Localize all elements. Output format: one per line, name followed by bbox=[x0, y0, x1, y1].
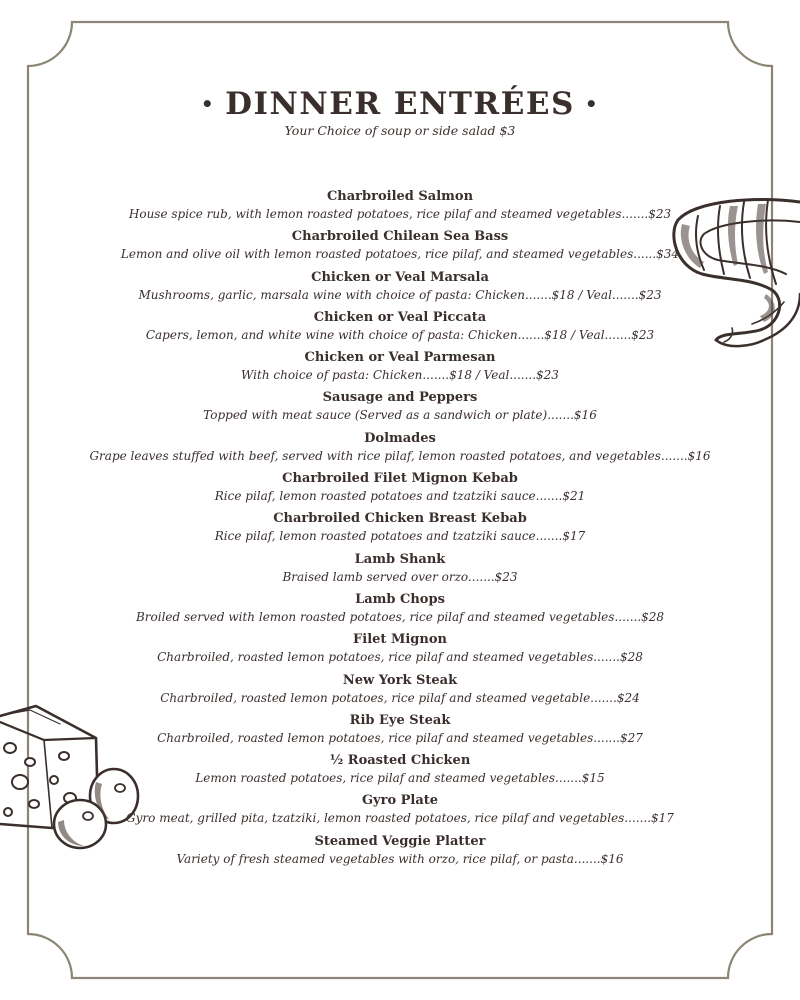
menu-item bbox=[0, 228, 800, 268]
menu-item-description: Lemon and olive oil with lemon roasted potatoes, rice pilaf, and steamed vegetables......$34 bbox=[120, 247, 680, 262]
menu-item-description: House spice rub, with lemon roasted potatoes, rice pilaf and steamed vegetables.......$23 bbox=[128, 207, 672, 221]
menu-item-name: Rib Eye Steak bbox=[349, 712, 451, 728]
menu-item-description: Variety of fresh steamed vegetables with orzo, rice pilaf, or pasta.......$16 bbox=[176, 851, 624, 866]
menu-item-description: Braised lamb served over orzo.......$23 bbox=[282, 569, 518, 584]
menu-item-description: Lemon roasted potatoes, rice pilaf and steamed vegetables.......$15 bbox=[195, 771, 605, 786]
menu-item-description: Topped with meat sauce (Served as a sandwich or plate).......$16 bbox=[203, 408, 597, 423]
menu-item-name: Lamb Chops bbox=[355, 591, 445, 607]
menu-item-name: Chicken or Veal Piccata bbox=[313, 309, 487, 325]
menu-item bbox=[0, 470, 800, 510]
menu-item-name: Filet Mignon bbox=[353, 632, 447, 648]
menu-item bbox=[0, 389, 800, 429]
menu-item-description: Broiled served with lemon roasted potatoes, rice pilaf and steamed vegetables.......$28 bbox=[135, 609, 665, 624]
menu-item bbox=[0, 752, 800, 792]
title-text: DINNER ENTRÉES bbox=[225, 86, 575, 122]
menu-item-name: Chicken or Veal Marsala bbox=[311, 269, 489, 285]
menu-item bbox=[0, 792, 800, 832]
menu-item bbox=[0, 510, 800, 550]
menu-item bbox=[0, 551, 800, 591]
menu-item bbox=[0, 269, 800, 309]
menu-item bbox=[0, 349, 800, 389]
menu-item-description: Gyro meat, grilled pita, tzatziki, lemon roasted potatoes, rice pilaf and vegetables.......$17 bbox=[126, 811, 674, 826]
menu-item bbox=[0, 712, 800, 752]
menu-item-description: With choice of pasta: Chicken.......$18 / Veal.......$23 bbox=[241, 368, 559, 383]
menu-item bbox=[0, 591, 800, 631]
menu-item bbox=[0, 188, 800, 228]
menu-item-description: Rice pilaf, lemon roasted potatoes and tzatziki sauce.......$17 bbox=[214, 529, 586, 544]
menu-header bbox=[0, 86, 800, 138]
menu-item-name: Lamb Shank bbox=[354, 551, 446, 567]
menu-item-name: Gyro Plate bbox=[361, 793, 439, 809]
menu-item-name: Dolmades bbox=[364, 430, 436, 446]
menu-item-name: Charbroiled Chilean Sea Bass bbox=[291, 229, 509, 245]
page-title bbox=[201, 86, 599, 122]
menu-item-description: Charbroiled, roasted lemon potatoes, rice pilaf and steamed vegetables.......$28 bbox=[157, 650, 643, 665]
menu-item-name: New York Steak bbox=[342, 672, 458, 688]
menu-item-description: Charbroiled, roasted lemon potatoes, rice pilaf and steamed vegetable.......$24 bbox=[160, 690, 640, 705]
menu-item-name: ½ Roasted Chicken bbox=[329, 753, 471, 769]
page-subtitle: Your Choice of soup or side salad $3 bbox=[284, 123, 516, 138]
menu-item-description: Rice pilaf, lemon roasted potatoes and tzatziki sauce.......$21 bbox=[214, 489, 586, 504]
menu-item-description: Mushrooms, garlic, marsala wine with choice of pasta: Chicken.......$18 / Veal.......$23 bbox=[138, 287, 662, 302]
menu-item-name: Sausage and Peppers bbox=[322, 390, 478, 406]
menu-item-name: Chicken or Veal Parmesan bbox=[304, 350, 496, 366]
title-bullet-left: • bbox=[200, 92, 216, 116]
menu-item-description: Charbroiled, roasted lemon potatoes, rice pilaf and steamed vegetables.......$27 bbox=[157, 730, 643, 745]
menu-item-name: Charbroiled Chicken Breast Kebab bbox=[273, 511, 527, 527]
menu-item-name: Steamed Veggie Platter bbox=[314, 833, 486, 849]
menu-item-name: Charbroiled Salmon bbox=[326, 189, 474, 204]
menu-item bbox=[0, 631, 800, 671]
menu-item bbox=[0, 833, 800, 873]
menu-item-description: Grape leaves stuffed with beef, served with rice pilaf, lemon roasted potatoes, and vegetables.......$16 bbox=[89, 448, 711, 463]
menu-item bbox=[0, 430, 800, 470]
menu-item-name: Charbroiled Filet Mignon Kebab bbox=[282, 471, 518, 487]
menu-item bbox=[0, 672, 800, 712]
entree-list bbox=[0, 188, 800, 873]
menu-item bbox=[0, 309, 800, 349]
menu-item-description: Capers, lemon, and white wine with choice of pasta: Chicken.......$18 / Veal.......$23 bbox=[145, 327, 655, 342]
title-bullet-right: • bbox=[584, 92, 600, 116]
